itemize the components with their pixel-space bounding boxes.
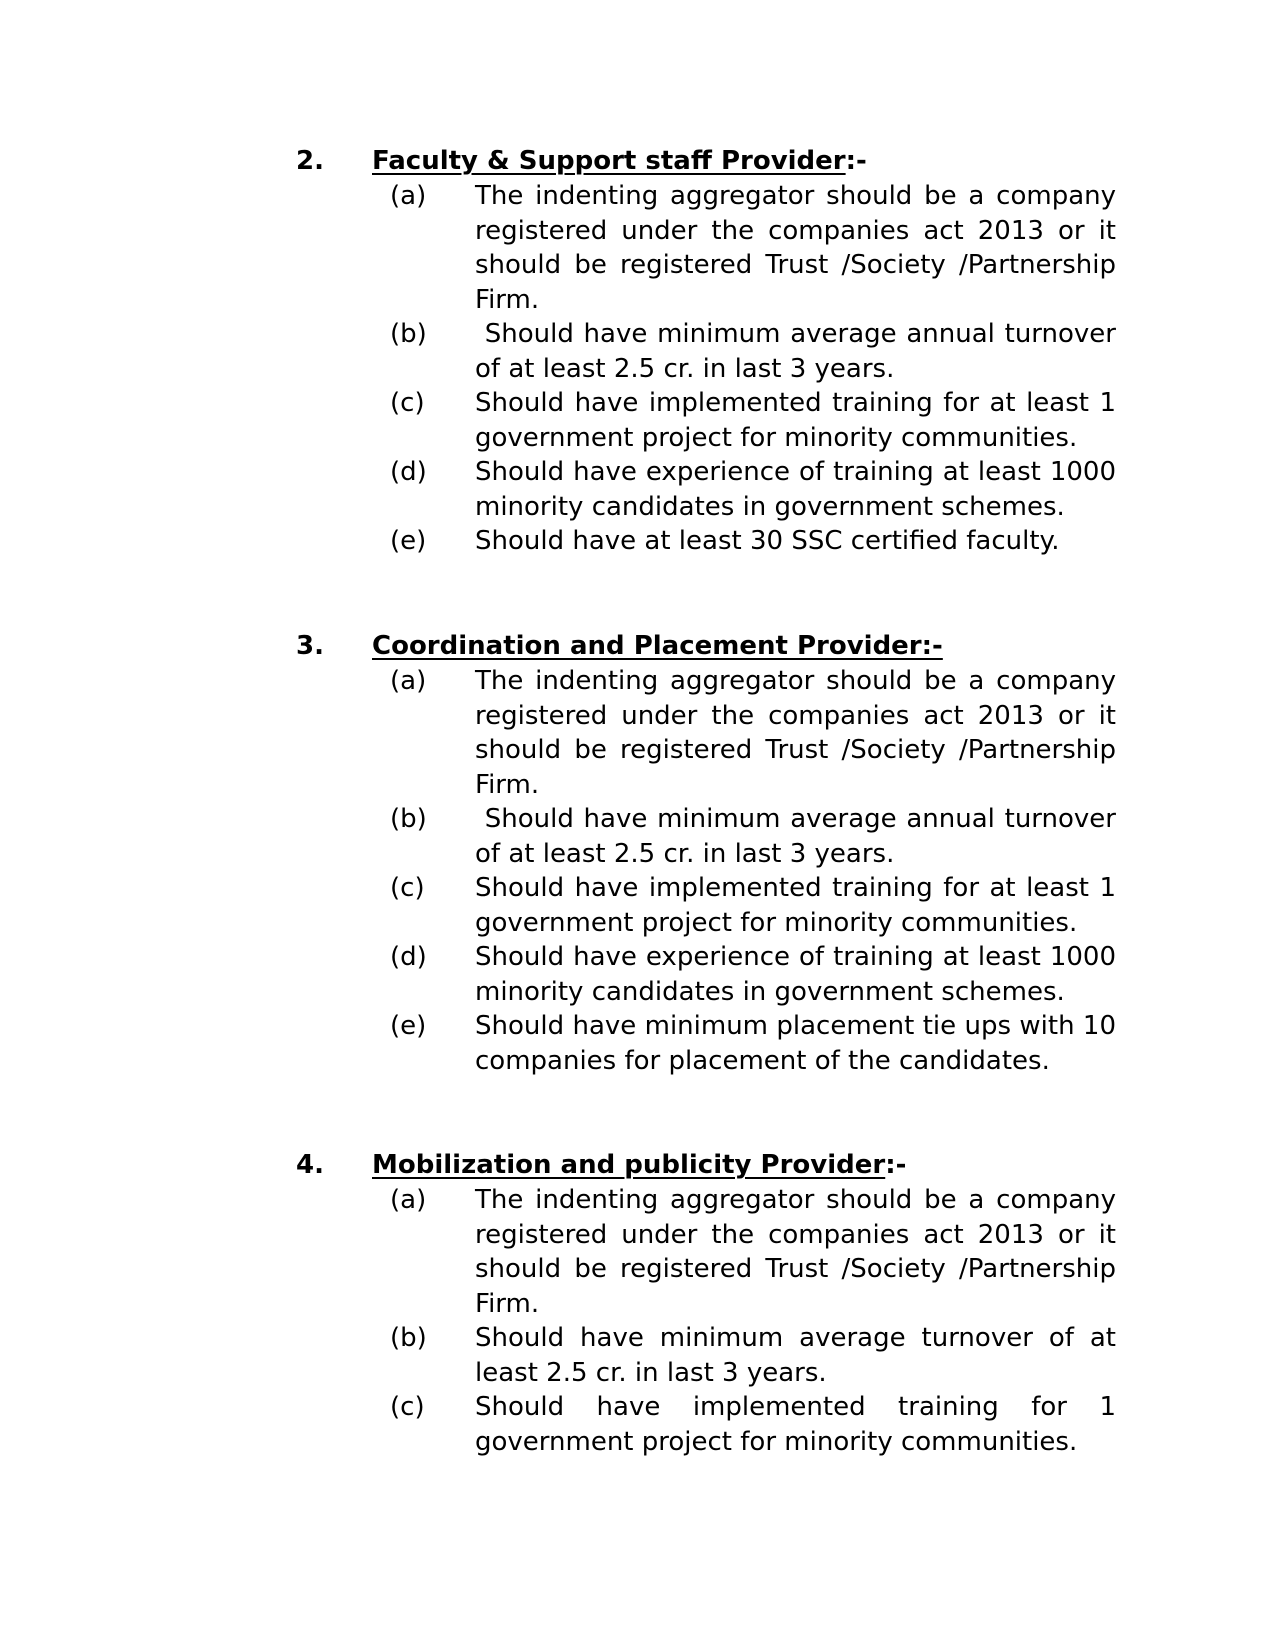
item-text: Should have implemented training for 1 government project for minority communities.: [475, 1392, 1116, 1457]
item-text: The indenting aggregator should be a company registered under the companies act 2013 or it should be registered Trust /Society /Partnership Firm.: [475, 181, 1116, 315]
section-number: 2.: [296, 146, 324, 176]
section-coordination-placement: [296, 629, 1116, 1078]
section-number: 3.: [296, 631, 324, 661]
item-label: (b): [390, 319, 427, 349]
list-item: [296, 179, 1116, 317]
item-text: Should have minimum placement tie ups with 10 companies for placement of the candidates.: [475, 1011, 1116, 1076]
item-label: (b): [390, 1323, 427, 1353]
section-title-suffix: :-: [885, 1150, 907, 1180]
item-text: Should have at least 30 SSC certified faculty.: [475, 526, 1060, 556]
list-item: [296, 524, 1116, 559]
section-number: 4.: [296, 1150, 324, 1180]
item-label: (d): [390, 457, 427, 487]
list-item: [296, 802, 1116, 871]
section-title-underlined: Mobilization and publicity Provider: [372, 1150, 886, 1180]
list-item: [296, 1009, 1116, 1078]
list-item: [296, 1390, 1116, 1459]
item-label: (e): [390, 526, 427, 556]
item-text: The indenting aggregator should be a company registered under the companies act 2013 or it should be registered Trust /Society /Partnership Firm.: [475, 666, 1116, 800]
item-text: Should have experience of training at least 1000 minority candidates in government schemes.: [475, 942, 1116, 1007]
item-text: Should have minimum average turnover of at least 2.5 cr. in last 3 years.: [475, 1323, 1116, 1388]
item-label: (b): [390, 804, 427, 834]
item-text: The indenting aggregator should be a company registered under the companies act 2013 or it should be registered Trust /Society /Partnership Firm.: [475, 1185, 1116, 1319]
section-title-suffix: :-: [845, 146, 867, 176]
item-text: Should have experience of training at least 1000 minority candidates in government schemes.: [475, 457, 1116, 522]
item-label: (c): [390, 873, 425, 903]
item-label: (c): [390, 1392, 425, 1422]
section-title: [372, 144, 867, 179]
section-title: [372, 629, 943, 664]
list-item: [296, 664, 1116, 802]
item-text: Should have minimum average annual turnover of at least 2.5 cr. in last 3 years.: [475, 804, 1116, 869]
item-text: Should have implemented training for at least 1 government project for minority communities.: [475, 388, 1116, 453]
item-label: (d): [390, 942, 427, 972]
item-label: (a): [390, 666, 427, 696]
list-item: [296, 455, 1116, 524]
list-item: [296, 1183, 1116, 1321]
section-title-underlined: Coordination and Placement Provider:-: [372, 631, 943, 661]
list-item: [296, 871, 1116, 940]
list-item: [296, 317, 1116, 386]
list-item: [296, 940, 1116, 1009]
item-text: Should have implemented training for at least 1 government project for minority communities.: [475, 873, 1116, 938]
section-mobilization-publicity: [296, 1148, 1116, 1459]
section-faculty-support: [296, 144, 1116, 559]
section-heading: [296, 144, 1116, 179]
item-label: (a): [390, 181, 427, 211]
item-label: (c): [390, 388, 425, 418]
section-title: [372, 1148, 906, 1183]
item-label: (a): [390, 1185, 427, 1215]
item-label: (e): [390, 1011, 427, 1041]
list-item: [296, 1321, 1116, 1390]
list-item: [296, 386, 1116, 455]
section-title-underlined: Faculty & Support staff Provider: [372, 146, 846, 176]
item-text: Should have minimum average annual turnover of at least 2.5 cr. in last 3 years.: [475, 319, 1116, 384]
section-heading: [296, 1148, 1116, 1183]
section-heading: [296, 629, 1116, 664]
